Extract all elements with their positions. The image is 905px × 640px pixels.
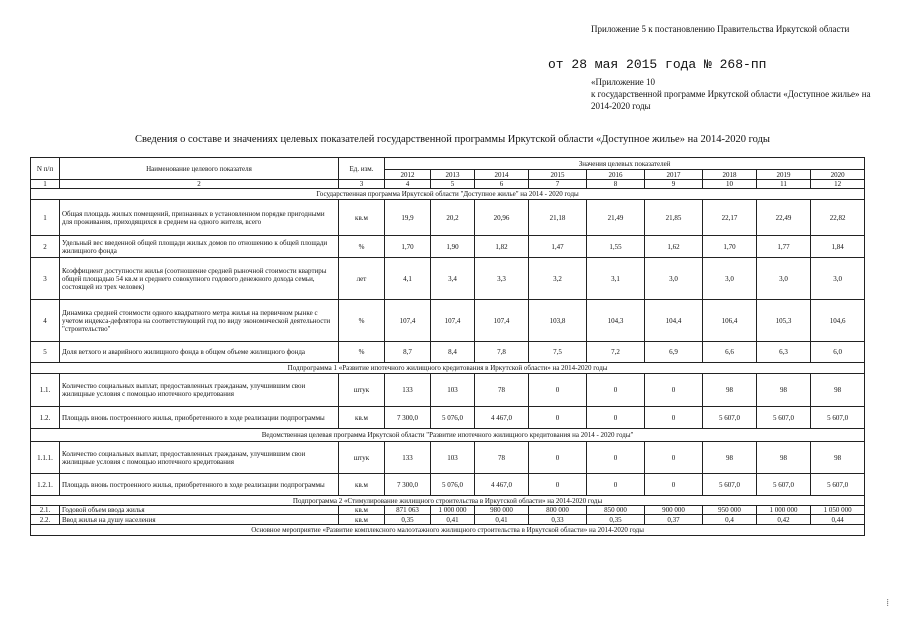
unit-cell: кв.м xyxy=(339,407,385,429)
value-cell: 107,4 xyxy=(431,300,475,342)
header-appendix-number: «Приложение 10 xyxy=(591,77,656,87)
column-number: 3 xyxy=(339,180,385,189)
header-appendix-program: к государственной программе Иркутской области «Доступное жилье» на 2014-2020 годы xyxy=(591,89,871,111)
header-year: 2016 xyxy=(587,170,645,180)
value-cell: 0 xyxy=(529,407,587,429)
value-cell: 0 xyxy=(645,442,703,474)
value-cell: 98 xyxy=(703,374,757,407)
column-number: 1 xyxy=(31,180,60,189)
value-cell: 5 607,0 xyxy=(811,474,865,496)
value-cell: 7,2 xyxy=(587,342,645,363)
value-cell: 98 xyxy=(757,374,811,407)
header-year: 2019 xyxy=(757,170,811,180)
header-year: 2018 xyxy=(703,170,757,180)
row-number: 2.2. xyxy=(31,515,60,525)
table-header xyxy=(31,158,865,189)
row-number: 1.2. xyxy=(31,407,60,429)
value-cell: 871 063 xyxy=(385,506,431,515)
value-cell: 104,4 xyxy=(645,300,703,342)
header-year: 2015 xyxy=(529,170,587,180)
value-cell: 22,82 xyxy=(811,200,865,236)
value-cell: 98 xyxy=(811,442,865,474)
value-cell: 0 xyxy=(645,407,703,429)
value-cell: 1,70 xyxy=(385,236,431,258)
table-row xyxy=(31,506,865,515)
value-cell: 5 076,0 xyxy=(431,474,475,496)
value-cell: 900 000 xyxy=(645,506,703,515)
unit-cell: лет xyxy=(339,258,385,300)
value-cell: 3,3 xyxy=(475,258,529,300)
header-appendix-line: Приложение 5 к постановлению Правительства Иркутской области xyxy=(591,24,850,34)
row-number: 1.1.1. xyxy=(31,442,60,474)
value-cell: 980 000 xyxy=(475,506,529,515)
value-cell: 0,42 xyxy=(757,515,811,525)
unit-cell: кв.м xyxy=(339,474,385,496)
value-cell: 0 xyxy=(587,474,645,496)
header-unit: Ед. изм. xyxy=(339,158,385,180)
indicator-name: Динамика средней стоимости одного квадратного метра жилья на первичном рынке с учетом индекса-дефлятора на соответствующий год по виду экономической деятельности "строительство" xyxy=(60,300,339,342)
value-cell: 98 xyxy=(703,442,757,474)
row-number: 1.2.1. xyxy=(31,474,60,496)
value-cell: 1,62 xyxy=(645,236,703,258)
value-cell: 104,3 xyxy=(587,300,645,342)
value-cell: 7 300,0 xyxy=(385,474,431,496)
row-number: 1.1. xyxy=(31,374,60,407)
section-title: Основное мероприятие «Развитие комплексного малоэтажного жилищного строительства в Иркутской области» на 2014-2020 годы xyxy=(31,525,865,536)
value-cell: 0 xyxy=(587,407,645,429)
value-cell: 0 xyxy=(529,374,587,407)
value-cell: 950 000 xyxy=(703,506,757,515)
value-cell: 21,49 xyxy=(587,200,645,236)
column-number: 4 xyxy=(385,180,431,189)
table-row xyxy=(31,407,865,429)
value-cell: 103 xyxy=(431,442,475,474)
header-year: 2012 xyxy=(385,170,431,180)
value-cell: 5 607,0 xyxy=(811,407,865,429)
header-year: 2014 xyxy=(475,170,529,180)
value-cell: 78 xyxy=(475,374,529,407)
value-cell: 103 xyxy=(431,374,475,407)
table-row xyxy=(31,442,865,474)
value-cell: 3,0 xyxy=(645,258,703,300)
value-cell: 8,4 xyxy=(431,342,475,363)
column-number: 12 xyxy=(811,180,865,189)
value-cell: 105,3 xyxy=(757,300,811,342)
row-number: 1 xyxy=(31,200,60,236)
unit-cell: кв.м xyxy=(339,515,385,525)
table-row xyxy=(31,236,865,258)
indicator-name: Удельный вес введенной общей площади жилых домов по отношению к общей площади жилищного фонда xyxy=(60,236,339,258)
unit-cell: штук xyxy=(339,442,385,474)
section-title: Государственная программа Иркутской области "Доступное жилье" на 2014 - 2020 годы xyxy=(31,189,865,200)
value-cell: 4 467,0 xyxy=(475,407,529,429)
value-cell: 104,6 xyxy=(811,300,865,342)
table-row xyxy=(31,300,865,342)
header-year: 2017 xyxy=(645,170,703,180)
column-number: 8 xyxy=(587,180,645,189)
value-cell: 22,17 xyxy=(703,200,757,236)
value-cell: 0,33 xyxy=(529,515,587,525)
indicator-name: Общая площадь жилых помещений, признанных в установленном порядке пригодными для проживания, приходящихся в среднем на одного жителя, всего xyxy=(60,200,339,236)
value-cell: 0,4 xyxy=(703,515,757,525)
value-cell: 800 000 xyxy=(529,506,587,515)
indicator-name: Годовой объем ввода жилья xyxy=(60,506,339,515)
value-cell: 78 xyxy=(475,442,529,474)
header-appendix-block xyxy=(591,76,891,112)
table-body xyxy=(31,189,865,536)
value-cell: 6,3 xyxy=(757,342,811,363)
section-row xyxy=(31,363,865,374)
unit-cell: % xyxy=(339,342,385,363)
value-cell: 0 xyxy=(529,442,587,474)
value-cell: 5 607,0 xyxy=(703,474,757,496)
header-date: от 28 мая 2015 года № 268-пп xyxy=(548,57,767,72)
value-cell: 0 xyxy=(587,442,645,474)
value-cell: 1 000 000 xyxy=(757,506,811,515)
value-cell: 3,2 xyxy=(529,258,587,300)
value-cell: 98 xyxy=(811,374,865,407)
header-year: 2020 xyxy=(811,170,865,180)
value-cell: 7,8 xyxy=(475,342,529,363)
value-cell: 6,6 xyxy=(703,342,757,363)
table-row xyxy=(31,258,865,300)
value-cell: 22,49 xyxy=(757,200,811,236)
header-num: N п/п xyxy=(31,158,60,180)
value-cell: 3,0 xyxy=(757,258,811,300)
value-cell: 1,90 xyxy=(431,236,475,258)
header-name: Наименование целевого показателя xyxy=(60,158,339,180)
value-cell: 0 xyxy=(529,474,587,496)
value-cell: 0,37 xyxy=(645,515,703,525)
unit-cell: % xyxy=(339,300,385,342)
section-row xyxy=(31,496,865,506)
value-cell: 0,41 xyxy=(431,515,475,525)
value-cell: 7,5 xyxy=(529,342,587,363)
section-title: Ведомственная целевая программа Иркутской области "Развитие ипотечного жилищного кредитования на 2014 - 2020 годы" xyxy=(31,429,865,442)
column-number: 2 xyxy=(60,180,339,189)
value-cell: 1 000 000 xyxy=(431,506,475,515)
value-cell: 4 467,0 xyxy=(475,474,529,496)
value-cell: 0 xyxy=(645,374,703,407)
column-number: 10 xyxy=(703,180,757,189)
value-cell: 4,1 xyxy=(385,258,431,300)
value-cell: 1,77 xyxy=(757,236,811,258)
header-column-numbers-row xyxy=(31,180,865,189)
value-cell: 21,18 xyxy=(529,200,587,236)
value-cell: 103,8 xyxy=(529,300,587,342)
value-cell: 1,84 xyxy=(811,236,865,258)
value-cell: 20,96 xyxy=(475,200,529,236)
value-cell: 107,4 xyxy=(385,300,431,342)
unit-cell: кв.м xyxy=(339,506,385,515)
value-cell: 0,44 xyxy=(811,515,865,525)
indicators-table xyxy=(30,157,865,536)
value-cell: 3,0 xyxy=(703,258,757,300)
row-number: 2.1. xyxy=(31,506,60,515)
value-cell: 0,41 xyxy=(475,515,529,525)
row-number: 5 xyxy=(31,342,60,363)
table-row xyxy=(31,515,865,525)
unit-cell: кв.м xyxy=(339,200,385,236)
column-number: 9 xyxy=(645,180,703,189)
row-number: 3 xyxy=(31,258,60,300)
document-title: Сведения о составе и значениях целевых показателей государственной программы Иркутской области «Доступное жилье» на 2014-2020 годы xyxy=(135,134,770,145)
row-number: 4 xyxy=(31,300,60,342)
section-row xyxy=(31,189,865,200)
row-number: 2 xyxy=(31,236,60,258)
indicator-name: Коэффициент доступности жилья (соотношение средней рыночной стоимости квартиры общей площадью 54 кв.м и среднего совокупного годового денежного дохода семьи, состоящей из трех человек) xyxy=(60,258,339,300)
indicator-name: Количество социальных выплат, предоставленных гражданам, улучшившим свои жилищные условия с помощью ипотечного кредитования xyxy=(60,442,339,474)
column-number: 7 xyxy=(529,180,587,189)
value-cell: 5 607,0 xyxy=(757,474,811,496)
value-cell: 1,47 xyxy=(529,236,587,258)
indicator-name: Доля ветхого и аварийного жилищного фонда в общем объеме жилищного фонда xyxy=(60,342,339,363)
value-cell: 1,82 xyxy=(475,236,529,258)
scan-edge-mark: ⁞ xyxy=(886,598,889,609)
value-cell: 6,9 xyxy=(645,342,703,363)
table-row xyxy=(31,474,865,496)
column-number: 6 xyxy=(475,180,529,189)
value-cell: 0 xyxy=(587,374,645,407)
value-cell: 20,2 xyxy=(431,200,475,236)
value-cell: 5 076,0 xyxy=(431,407,475,429)
value-cell: 106,4 xyxy=(703,300,757,342)
value-cell: 7 300,0 xyxy=(385,407,431,429)
header-values: Значения целевых показателей xyxy=(385,158,865,170)
value-cell: 0,35 xyxy=(385,515,431,525)
table-row xyxy=(31,374,865,407)
value-cell: 6,0 xyxy=(811,342,865,363)
value-cell: 3,4 xyxy=(431,258,475,300)
unit-cell: штук xyxy=(339,374,385,407)
value-cell: 8,7 xyxy=(385,342,431,363)
unit-cell: % xyxy=(339,236,385,258)
value-cell: 1 050 000 xyxy=(811,506,865,515)
value-cell: 3,0 xyxy=(811,258,865,300)
table-row xyxy=(31,200,865,236)
value-cell: 850 000 xyxy=(587,506,645,515)
value-cell: 133 xyxy=(385,374,431,407)
section-row xyxy=(31,525,865,536)
value-cell: 3,1 xyxy=(587,258,645,300)
section-title: Подпрограмма 1 «Развитие ипотечного жилищного кредитования в Иркутской области» на 2014-2020 годы xyxy=(31,363,865,374)
value-cell: 19,9 xyxy=(385,200,431,236)
value-cell: 5 607,0 xyxy=(757,407,811,429)
value-cell: 1,70 xyxy=(703,236,757,258)
indicator-name: Площадь вновь построенного жилья, приобретенного в ходе реализации подпрограммы xyxy=(60,474,339,496)
value-cell: 98 xyxy=(757,442,811,474)
indicator-name: Количество социальных выплат, предоставленных гражданам, улучшившим свои жилищные условия с помощью ипотечного кредитования xyxy=(60,374,339,407)
indicator-name: Площадь вновь построенного жилья, приобретенного в ходе реализации подпрограммы xyxy=(60,407,339,429)
value-cell: 107,4 xyxy=(475,300,529,342)
value-cell: 133 xyxy=(385,442,431,474)
table-row xyxy=(31,342,865,363)
section-row xyxy=(31,429,865,442)
section-title: Подпрограмма 2 «Стимулирование жилищного строительства в Иркутской области» на 2014-2020 годы xyxy=(31,496,865,506)
column-number: 5 xyxy=(431,180,475,189)
value-cell: 1,55 xyxy=(587,236,645,258)
indicator-name: Ввод жилья на душу населения xyxy=(60,515,339,525)
value-cell: 0,35 xyxy=(587,515,645,525)
value-cell: 21,85 xyxy=(645,200,703,236)
column-number: 11 xyxy=(757,180,811,189)
value-cell: 0 xyxy=(645,474,703,496)
header-year: 2013 xyxy=(431,170,475,180)
value-cell: 5 607,0 xyxy=(703,407,757,429)
